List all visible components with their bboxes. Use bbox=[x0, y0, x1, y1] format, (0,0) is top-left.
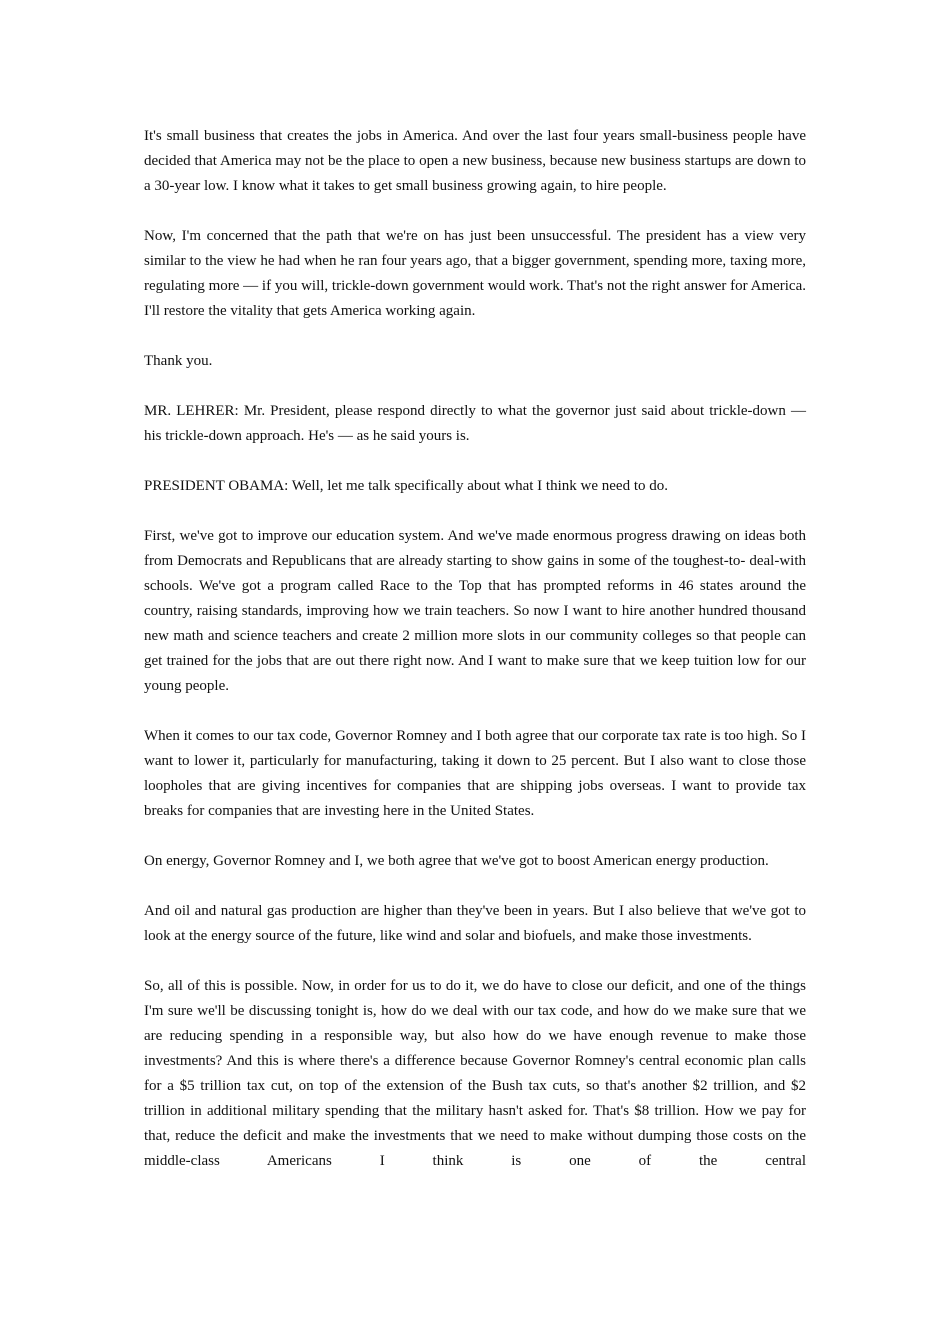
paragraph-small-business: It's small business that creates the jobs in America. And over the last four years small-business people have decided that America may not be the place to open a new business, because new business startups are down to a 30-year low. I know what it takes to get small business growing again, to hire people. bbox=[144, 128, 806, 194]
paragraph-energy: On energy, Governor Romney and I, we both agree that we've got to boost American energy production. bbox=[144, 853, 769, 869]
paragraph-thank-you: Thank you. bbox=[144, 353, 213, 369]
document-page bbox=[144, 124, 806, 1174]
paragraph-obama-intro: PRESIDENT OBAMA: Well, let me talk specifically about what I think we need to do. bbox=[144, 478, 668, 494]
paragraph-deficit: So, all of this is possible. Now, in order for us to do it, we do have to close our deficit, and one of the things I'm sure we'll be discussing tonight is, how do we deal with our tax code, and how do we make sure that we are reducing spending in a responsible way, but also how do we have enough revenue to make those investments? And this is where there's a difference because Governor Romney's central economic plan calls for a $5 trillion tax cut, on top of the extension of the Bush tax cuts, so that's another $2 trillion, and $2 trillion in additional military spending that the military hasn't asked for. That's $8 trillion. How we pay for that, reduce the deficit and make the investments that we need to make without dumping those costs on the middle-class Americans I think is one of the central bbox=[144, 978, 806, 1169]
paragraph-path-unsuccessful: Now, I'm concerned that the path that we're on has just been unsuccessful. The president has a view very similar to the view he had when he ran four years ago, that a bigger government, spending more, taxing more, regulating more — if you will, trickle-down government would work. That's not the right answer for America. I'll restore the vitality that gets America working again. bbox=[144, 228, 806, 319]
paragraph-education: First, we've got to improve our education system. And we've made enormous progress drawing on ideas both from Democrats and Republicans that are already starting to show gains in some of the toughest-to- deal-with schools. We've got a program called Race to the Top that has prompted reforms in 46 states around the country, raising standards, improving how we train teachers. So now I want to hire another hundred thousand new math and science teachers and create 2 million more slots in our community colleges so that people can get trained for the jobs that are out there right now. And I want to make sure that we keep tuition low for our young people. bbox=[144, 528, 806, 694]
paragraph-oil-gas: And oil and natural gas production are higher than they've been in years. But I also believe that we've got to look at the energy source of the future, like wind and solar and biofuels, and make those investments. bbox=[144, 903, 806, 944]
paragraph-lehrer-question: MR. LEHRER: Mr. President, please respond directly to what the governor just said about trickle-down — his trickle-down approach. He's — as he said yours is. bbox=[144, 403, 806, 444]
paragraph-tax-code: When it comes to our tax code, Governor Romney and I both agree that our corporate tax rate is too high. So I want to lower it, particularly for manufacturing, taking it down to 25 percent. But I also want to close those loopholes that are giving incentives for companies that are shipping jobs overseas. I want to provide tax breaks for companies that are investing here in the United States. bbox=[144, 728, 806, 819]
